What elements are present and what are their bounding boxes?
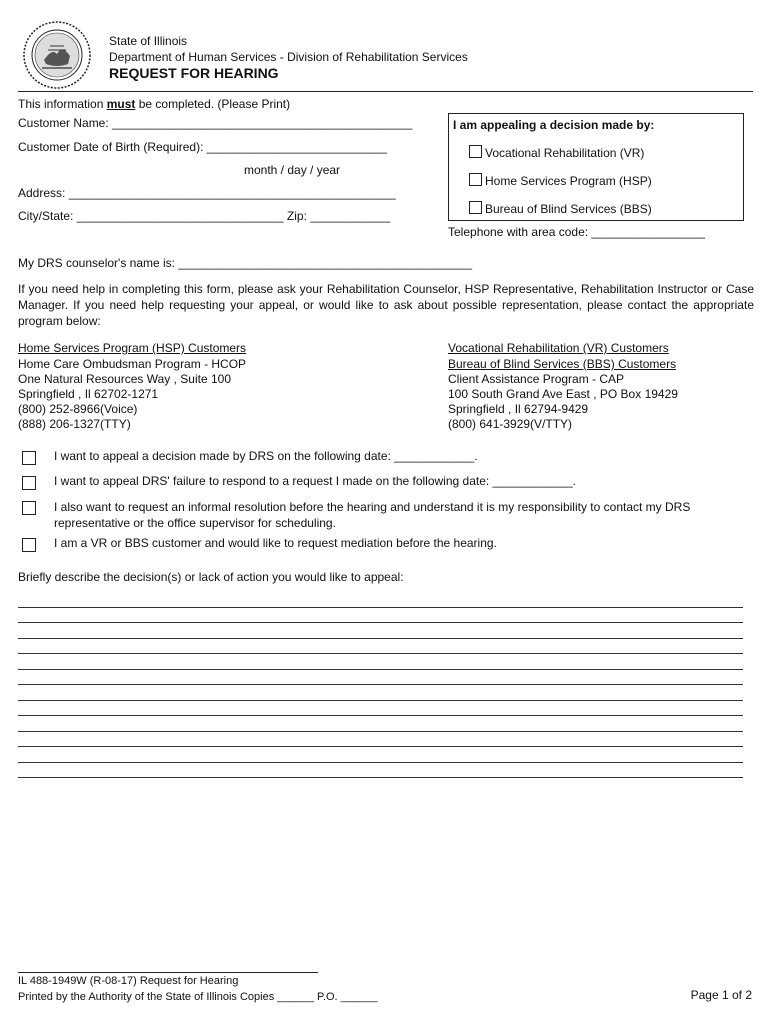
answer-line[interactable] xyxy=(18,746,743,747)
answer-line[interactable] xyxy=(18,607,743,608)
request-appeal-failure: I want to appeal DRS' failure to respond to a request I made on the following date: ____________. xyxy=(54,474,576,488)
dob-hint: month / day / year xyxy=(244,163,341,177)
header-divider xyxy=(18,91,753,92)
option-hsp[interactable]: Home Services Program (HSP) xyxy=(469,173,652,188)
option-bbs[interactable]: Bureau of Blind Services (BBS) xyxy=(469,201,652,216)
answer-line[interactable] xyxy=(18,684,743,685)
request-appeal-decision: I want to appeal a decision made by DRS on the following date: ____________. xyxy=(54,449,478,463)
appeal-box xyxy=(448,113,744,221)
checkbox-hsp[interactable] xyxy=(469,173,482,186)
vr-line: Client Assistance Program - CAP xyxy=(448,372,625,386)
hsp-line: (800) 252-8966(Voice) xyxy=(18,402,138,416)
page-title: REQUEST FOR HEARING xyxy=(109,65,279,81)
request-informal-resolution: I also want to request an informal resolution before the hearing and understand it is my responsibility to contact my DRS representative or the office supervisor for scheduling. xyxy=(54,500,691,530)
counselor-field[interactable]: My DRS counselor's name is: ____________________________________________ xyxy=(18,256,472,270)
header-department: Department of Human Services - Division of Rehabilitation Services xyxy=(109,50,468,64)
answer-line[interactable] xyxy=(18,669,743,670)
address-field[interactable]: Address: _________________________________________________ xyxy=(18,186,396,200)
option-vr[interactable]: Vocational Rehabilitation (VR) xyxy=(469,145,644,160)
header-state: State of Illinois xyxy=(109,34,188,48)
checkbox-vr[interactable] xyxy=(469,145,482,158)
customer-name-field[interactable]: Customer Name: _____________________________________________ xyxy=(18,116,413,130)
answer-line[interactable] xyxy=(18,777,743,778)
vr-line: Springfield , Il 62794-9429 xyxy=(448,402,589,416)
state-seal-icon xyxy=(22,20,92,90)
request-mediation: I am a VR or BBS customer and would like to request mediation before the hearing. xyxy=(54,536,497,550)
page-number: Page 1 of 2 xyxy=(690,988,752,1002)
hsp-line: Home Care Ombudsman Program - HCOP xyxy=(18,357,247,371)
hsp-line: (888) 206-1327(TTY) xyxy=(18,417,131,431)
checkbox-bbs[interactable] xyxy=(469,201,482,214)
answer-line[interactable] xyxy=(18,653,743,654)
answer-line[interactable] xyxy=(18,731,743,732)
answer-line[interactable] xyxy=(18,622,743,623)
checkbox-appeal-failure[interactable] xyxy=(22,476,36,490)
checkbox-appeal-decision[interactable] xyxy=(22,451,36,465)
hsp-heading: Home Services Program (HSP) Customers xyxy=(18,341,247,355)
answer-line[interactable] xyxy=(18,638,743,639)
vr-heading: Vocational Rehabilitation (VR) Customers xyxy=(448,341,669,355)
telephone-field[interactable]: Telephone with area code: _________________ xyxy=(448,225,705,239)
answer-line[interactable] xyxy=(18,700,743,701)
describe-prompt: Briefly describe the decision(s) or lack of action you would like to appeal: xyxy=(18,570,404,584)
answer-line[interactable] xyxy=(18,762,743,763)
hsp-line: One Natural Resources Way , Suite 100 xyxy=(18,372,231,386)
checkbox-mediation[interactable] xyxy=(22,538,36,552)
answer-line[interactable] xyxy=(18,715,743,716)
footer-form-id: IL 488-1949W (R-08-17) Request for Hearing xyxy=(18,975,239,987)
city-state-zip-field[interactable]: City/State: _______________________________ Zip: ____________ xyxy=(18,209,391,223)
vr-line: (800) 641-3929(V/TTY) xyxy=(448,417,573,431)
footer-divider xyxy=(18,972,318,973)
footer-printed-by: Printed by the Authority of the State of Illinois Copies ______ P.O. ______ xyxy=(18,991,378,1003)
dob-field[interactable]: Customer Date of Birth (Required): ___________________________ xyxy=(18,140,387,154)
appeal-box-heading: I am appealing a decision made by: xyxy=(453,118,655,132)
checkbox-informal-resolution[interactable] xyxy=(22,501,36,515)
help-paragraph: If you need help in completing this form, please ask your Rehabilitation Counselor, HSP Representative, Rehabilitation Instructor or Case Manager. If you need help requesting your appeal, or would like to ask about possible representation, please contact the appropriate program below: xyxy=(18,282,754,328)
hsp-line: Springfield , Il 62702-1271 xyxy=(18,387,159,401)
intro-line: This information must be completed. (Please Print) xyxy=(18,97,291,111)
vr-line: 100 South Grand Ave East , PO Box 19429 xyxy=(448,387,678,401)
bbs-heading: Bureau of Blind Services (BBS) Customers xyxy=(448,357,677,371)
